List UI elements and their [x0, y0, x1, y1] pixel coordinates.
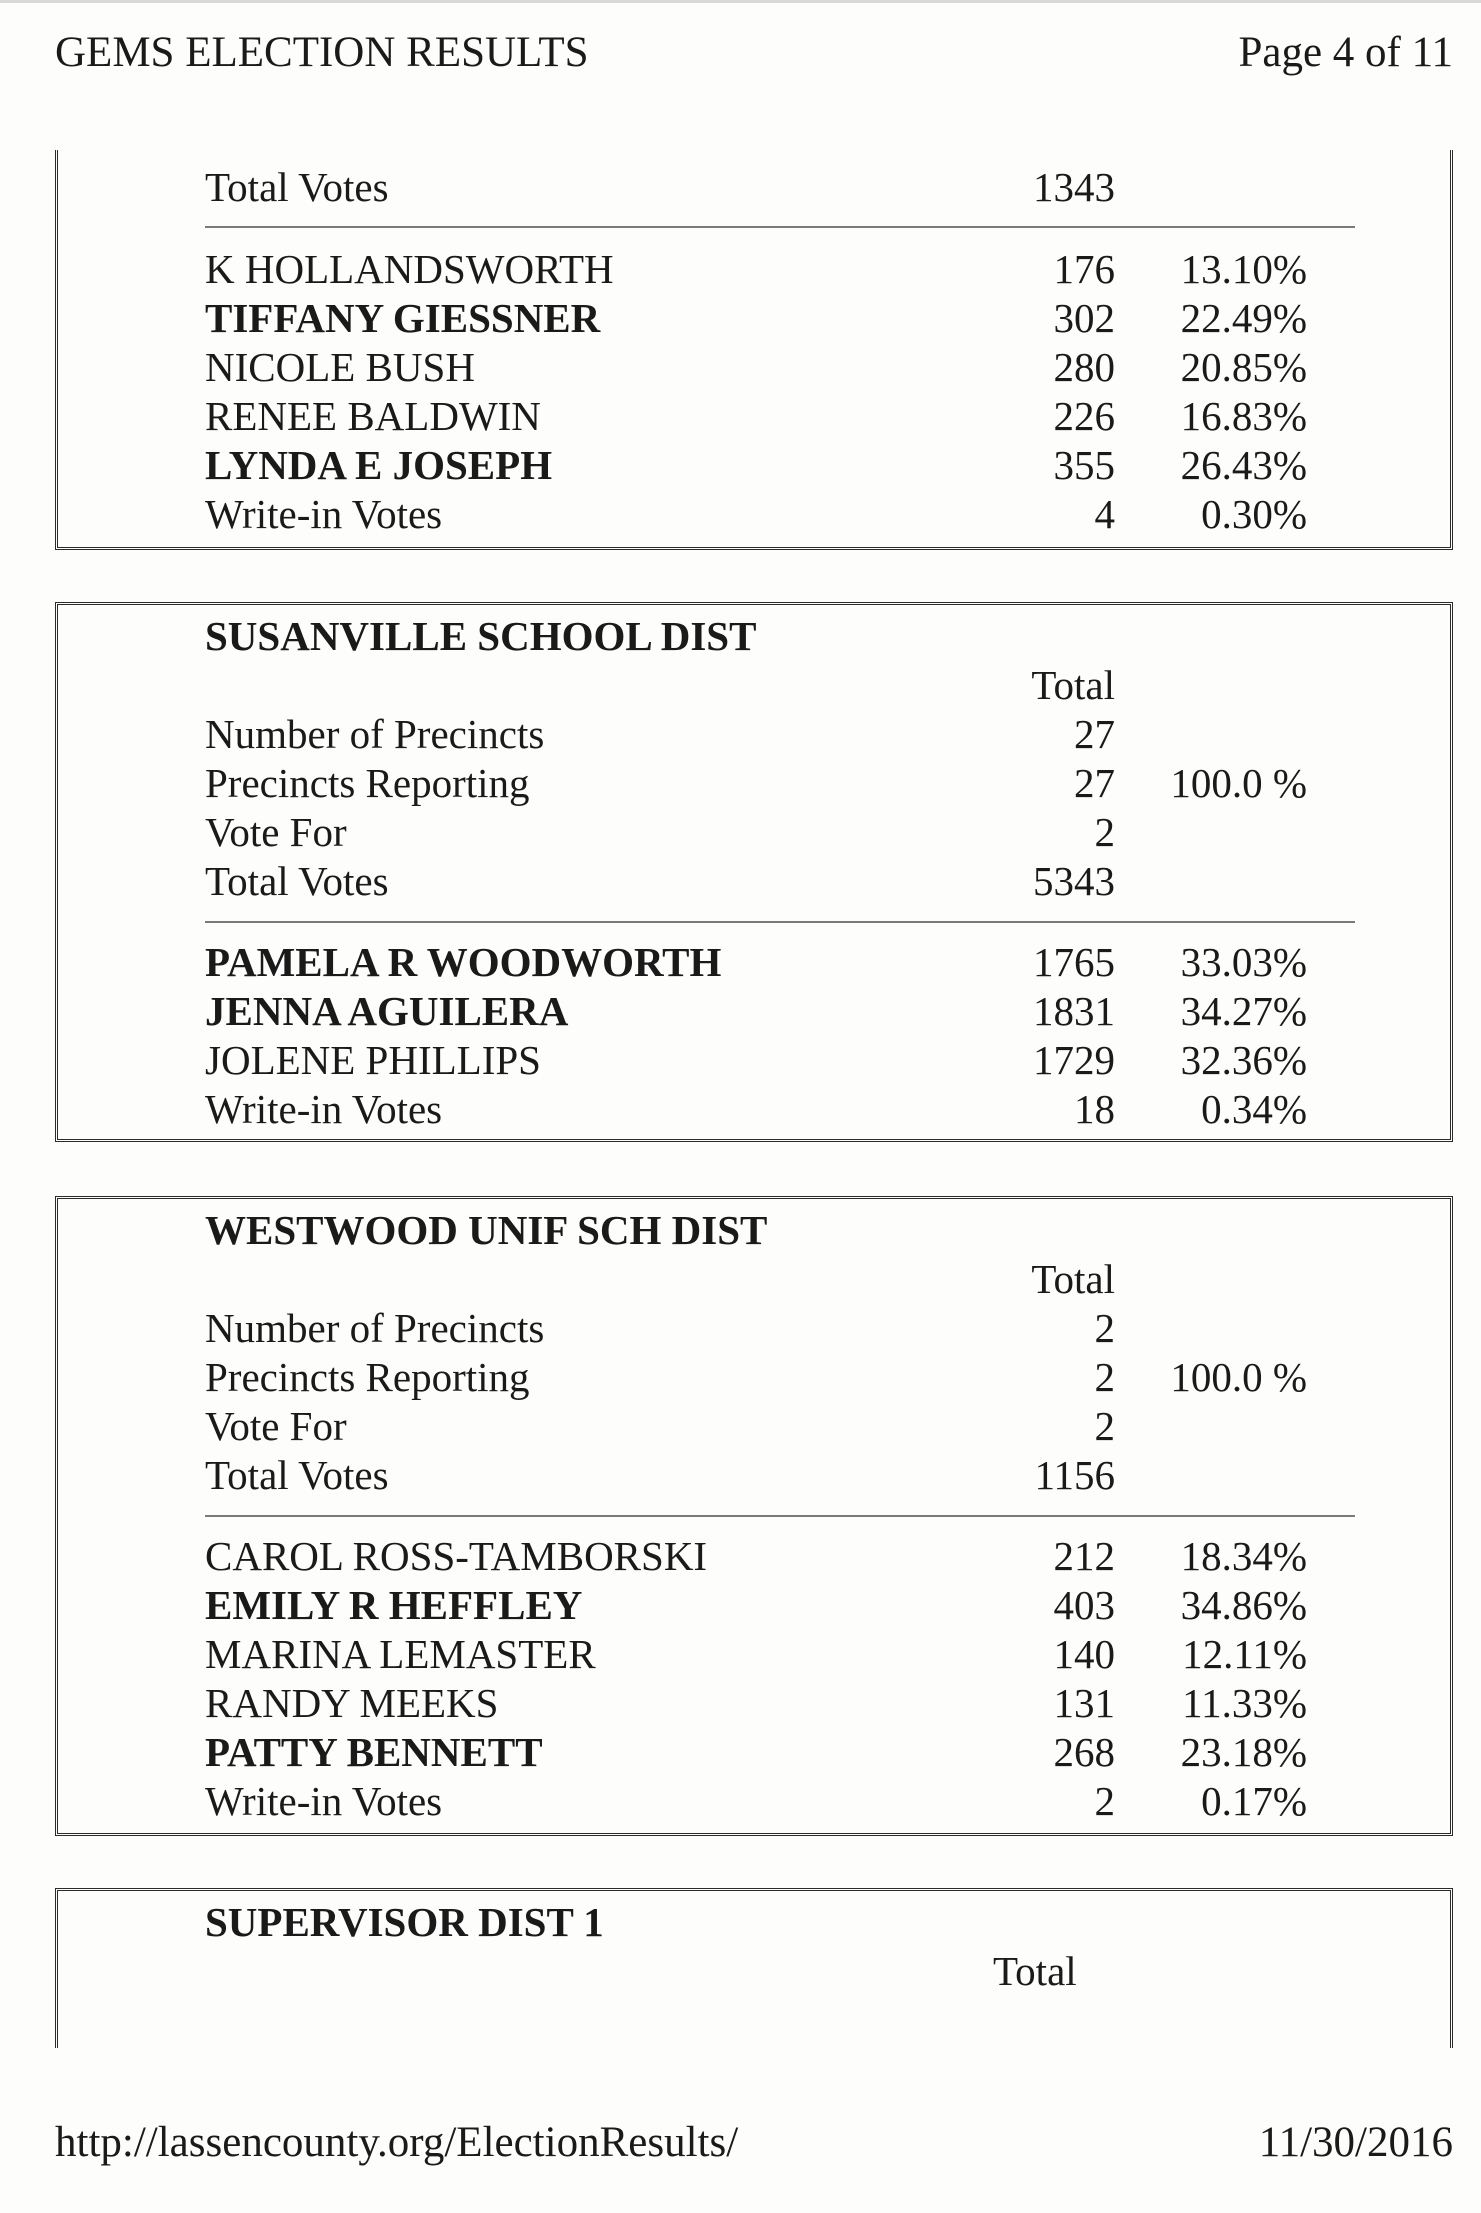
contest-title: SUSANVILLE SCHOOL DIST	[205, 613, 757, 659]
total-votes-label: Total Votes	[205, 164, 389, 210]
write-in-row	[58, 1086, 1450, 1132]
candidate-name: JENNA AGUILERA	[205, 988, 569, 1034]
candidate-votes: 1831	[1033, 988, 1115, 1034]
stat-percent: 100.0 %	[1170, 1354, 1307, 1400]
contest-box-susanville-school-dist	[55, 602, 1453, 1142]
stat-value: 5343	[1033, 858, 1115, 904]
candidate-percent: 12.11%	[1182, 1631, 1307, 1677]
stat-row	[58, 1305, 1450, 1351]
candidate-percent: 0.17%	[1201, 1778, 1307, 1824]
candidate-name: JOLENE PHILLIPS	[205, 1037, 541, 1083]
candidate-percent: 26.43%	[1180, 442, 1307, 488]
candidate-votes: 355	[1053, 442, 1115, 488]
candidate-votes: 176	[1053, 246, 1115, 292]
total-votes-row	[58, 164, 1450, 210]
stat-label: Total Votes	[205, 1452, 389, 1498]
stat-percent: 100.0 %	[1170, 760, 1307, 806]
candidate-percent: 13.10%	[1180, 246, 1307, 292]
candidate-votes: 140	[1053, 1631, 1115, 1677]
candidate-percent: 0.30%	[1201, 491, 1307, 537]
total-column-header: Total	[993, 1948, 1077, 1994]
contest-title: SUPERVISOR DIST 1	[205, 1899, 604, 1945]
stat-label: Total Votes	[205, 858, 389, 904]
candidate-name: PAMELA R WOODWORTH	[205, 939, 722, 985]
candidate-votes: 212	[1053, 1533, 1115, 1579]
page-number: Page 4 of 11	[1238, 29, 1453, 76]
write-in-row	[58, 491, 1450, 537]
candidate-name: MARINA LEMASTER	[205, 1631, 596, 1677]
stat-value: 27	[1074, 711, 1115, 757]
footer-date: 11/30/2016	[1258, 2119, 1453, 2166]
stat-row	[58, 809, 1450, 855]
stat-label: Precincts Reporting	[205, 1354, 530, 1400]
candidate-name: EMILY R HEFFLEY	[205, 1582, 583, 1628]
candidate-percent: 0.34%	[1201, 1086, 1307, 1132]
stat-label: Number of Precincts	[205, 1305, 545, 1351]
candidate-votes: 302	[1053, 295, 1115, 341]
candidate-votes: 131	[1053, 1680, 1115, 1726]
candidate-percent: 18.34%	[1180, 1533, 1307, 1579]
stat-value: 2	[1094, 1403, 1115, 1449]
stat-row	[58, 1403, 1450, 1449]
candidate-votes: 226	[1053, 393, 1115, 439]
divider	[205, 921, 1355, 923]
contest-box-supervisor-dist-1	[55, 1888, 1453, 2048]
write-in-row	[58, 1778, 1450, 1824]
stat-value: 27	[1074, 760, 1115, 806]
stat-row	[58, 1452, 1450, 1498]
total-column-header: Total	[1031, 1256, 1115, 1302]
candidate-votes: 1729	[1033, 1037, 1115, 1083]
stat-row	[58, 858, 1450, 904]
report-title: GEMS ELECTION RESULTS	[55, 29, 589, 76]
candidate-percent: 16.83%	[1180, 393, 1307, 439]
candidate-row	[58, 1533, 1450, 1579]
stat-label: Number of Precincts	[205, 711, 545, 757]
candidate-votes: 280	[1053, 344, 1115, 390]
candidate-votes: 1765	[1033, 939, 1115, 985]
candidate-row-winner	[58, 1729, 1450, 1775]
candidate-row	[58, 1631, 1450, 1677]
candidate-name: RANDY MEEKS	[205, 1680, 499, 1726]
candidate-name: NICOLE BUSH	[205, 344, 475, 390]
stat-label: Precincts Reporting	[205, 760, 530, 806]
candidate-name: TIFFANY GIESSNER	[205, 295, 601, 341]
candidate-percent: 11.33%	[1182, 1680, 1307, 1726]
contest-box-westwood-unif-sch-dist	[55, 1196, 1453, 1836]
candidate-name: K HOLLANDSWORTH	[205, 246, 614, 292]
candidate-row	[58, 246, 1450, 292]
candidate-name: Write-in Votes	[205, 491, 443, 537]
candidate-name: LYNDA E JOSEPH	[205, 442, 553, 488]
contest-box-continued	[55, 150, 1453, 550]
candidate-name: PATTY BENNETT	[205, 1729, 543, 1775]
candidate-row	[58, 1680, 1450, 1726]
candidate-percent: 32.36%	[1180, 1037, 1307, 1083]
contest-title: WESTWOOD UNIF SCH DIST	[205, 1207, 768, 1253]
total-votes-value: 1343	[1033, 164, 1115, 210]
stat-row	[58, 760, 1450, 806]
candidate-percent: 34.27%	[1180, 988, 1307, 1034]
candidate-name: Write-in Votes	[205, 1086, 443, 1132]
stat-row	[58, 1354, 1450, 1400]
stat-label: Vote For	[205, 1403, 347, 1449]
candidate-percent: 34.86%	[1180, 1582, 1307, 1628]
candidate-name: RENEE BALDWIN	[205, 393, 541, 439]
divider	[205, 226, 1355, 228]
candidate-votes: 268	[1053, 1729, 1115, 1775]
stat-value: 1156	[1034, 1452, 1115, 1498]
candidate-percent: 23.18%	[1180, 1729, 1307, 1775]
stat-value: 2	[1094, 1305, 1115, 1351]
footer-url: http://lassencounty.org/ElectionResults/	[55, 2119, 739, 2166]
candidate-percent: 20.85%	[1180, 344, 1307, 390]
total-column-header: Total	[1031, 662, 1115, 708]
candidate-row-winner	[58, 939, 1450, 985]
candidate-percent: 22.49%	[1180, 295, 1307, 341]
stat-value: 2	[1094, 809, 1115, 855]
candidate-votes: 4	[1094, 491, 1115, 537]
stat-value: 2	[1094, 1354, 1115, 1400]
candidate-row-winner	[58, 1582, 1450, 1628]
candidate-row	[58, 1037, 1450, 1083]
candidate-votes: 403	[1053, 1582, 1115, 1628]
candidate-name: Write-in Votes	[205, 1778, 443, 1824]
candidate-row-winner	[58, 295, 1450, 341]
page-top-edge	[0, 0, 1481, 3]
stat-label: Vote For	[205, 809, 347, 855]
candidate-row-winner	[58, 442, 1450, 488]
divider	[205, 1515, 1355, 1517]
candidate-row-winner	[58, 988, 1450, 1034]
candidate-row	[58, 393, 1450, 439]
candidate-votes: 18	[1074, 1086, 1115, 1132]
stat-row	[58, 711, 1450, 757]
candidate-name: CAROL ROSS-TAMBORSKI	[205, 1533, 708, 1579]
candidate-row	[58, 344, 1450, 390]
candidate-percent: 33.03%	[1180, 939, 1307, 985]
candidate-votes: 2	[1094, 1778, 1115, 1824]
